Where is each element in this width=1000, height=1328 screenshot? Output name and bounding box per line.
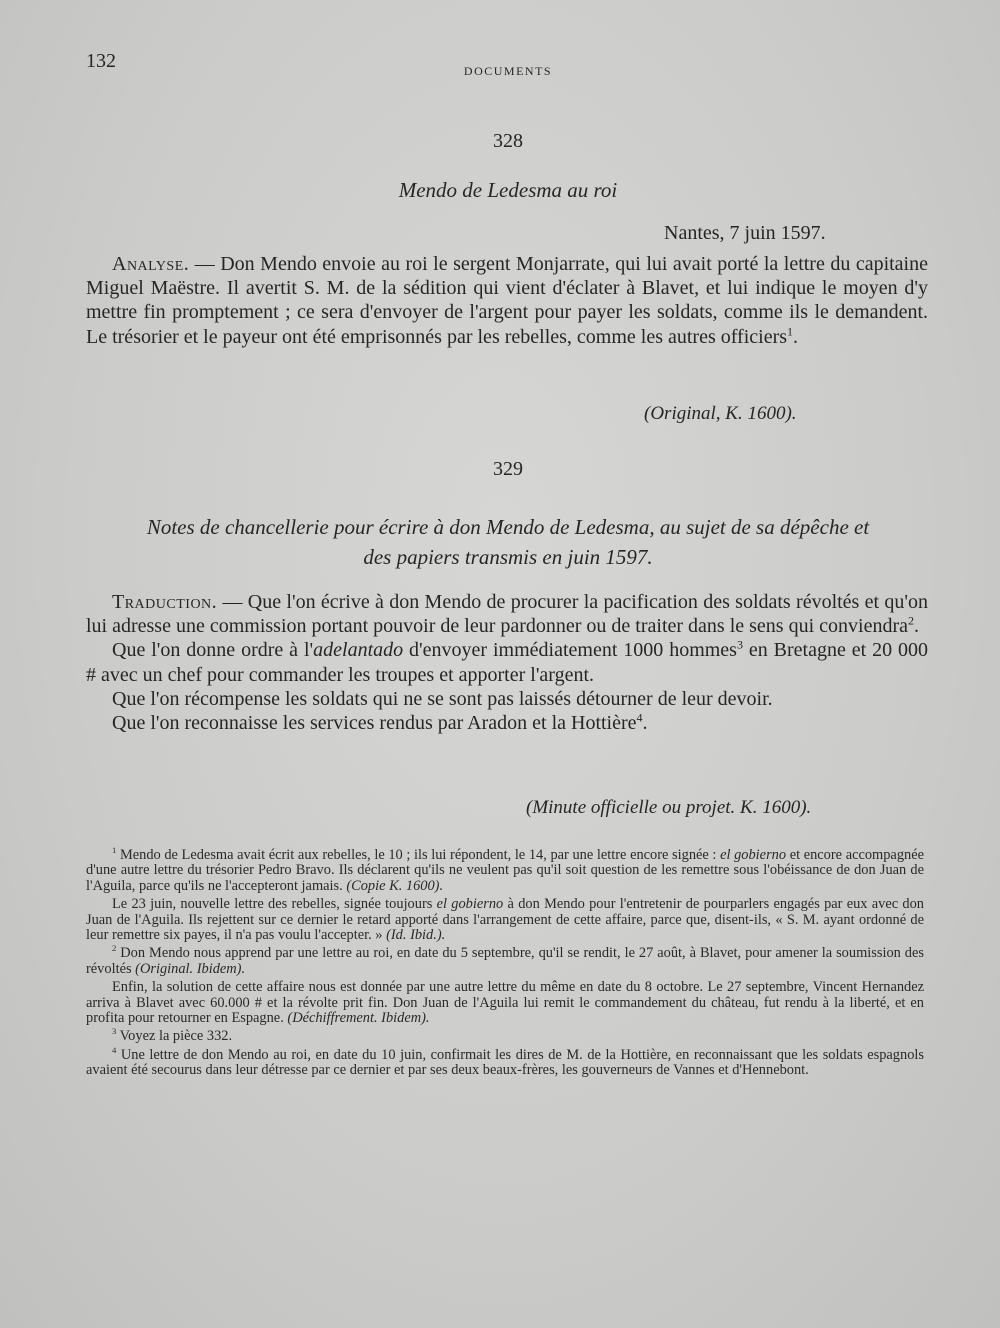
- footnote-4: $^4$ Une lettre de don Mendo au roi, en date du 10 juin, confirmait les dires de M. de la Hottière, en reconnaissant que les soldats espagnols avaient été secourus dans leur détresse par ce dernier et par ses deux beaux-frères, les gouverneurs de Vannes et d'Hennebont.: [86, 1045, 924, 1079]
- footnotes: [86, 845, 924, 1082]
- footnote-ref-1: 1: [787, 323, 794, 338]
- footnote-ref-2: 2: [908, 613, 914, 628]
- source-citation-328: (Original, K. 1600).: [644, 403, 797, 424]
- footnote-3: $^3$ Voyez la pièce 332.: [112, 1026, 233, 1045]
- footnote-ref-4: 4: [636, 710, 643, 725]
- translation-section: [86, 590, 928, 735]
- document-number-329: 329: [493, 458, 523, 480]
- dateline-328: Nantes, 7 juin 1597.: [664, 222, 826, 244]
- translation-paragraph-1: Traduction. — Que l'on écrive à don Mendo de procurer la pacification des soldats révoltés et qu'on lui adresse une commission portant pouvoir de leur pardonner ou de traiter dans le sens qui conviendra$^2$.: [86, 591, 928, 638]
- document-title-328: Mendo de Ledesma au roi: [398, 178, 618, 202]
- translation-label: Traduction.: [112, 591, 218, 613]
- page-number: 132: [86, 50, 116, 72]
- footnote-1-continued: Le 23 juin, nouvelle lettre des rebelles, signée toujours el gobierno à don Mendo pour l'entretenir de pourparlers engagés par eux avec don Juan de l'Aguila. Ils rejettent sur ce dernier le retard apporté dans l'arrangement de cette affaire, parce que, disent-ils, « S. M. ayant ordonné de leur remettre six payes, il n'a pas voulu l'accepter. » (Id. Ibid.).: [86, 896, 924, 944]
- source-citation-329: (Minute officielle ou projet. K. 1600).: [526, 797, 812, 818]
- footnote-2-continued: Enfin, la solution de cette affaire nous est donnée par une autre lettre du même en date du 8 octobre. Le 27 septembre, Vincent Hernandez arriva à Blavet avec 60.000 # et la révolte prit fin. Don Juan de l'Aguila lui remit le commandement du château, fut rendu à la liberté, et en profita pour retourner en Espagne. (Déchiffrement. Ibidem).: [86, 979, 924, 1027]
- document-title-329: Notes de chancellerie pour écrire à don Mendo de Ledesma, au sujet de sa dépêche et des papiers transmis en juin 1597.: [146, 515, 870, 569]
- analysis-paragraph: [86, 252, 928, 349]
- translation-paragraph-2: Que l'on donne ordre à l'adelantado d'envoyer immédiatement 1000 hommes$^3$ en Bretagne et 20 000 # avec un chef pour commander les troupes et apporter l'argent.: [86, 637, 929, 686]
- footnote-ref-3: 3: [736, 637, 743, 652]
- footnote-2: $^2$ Don Mendo nous apprend par une lettre au roi, en date du 5 septembre, qu'il se rendit, le 27 août, à Blavet, pour amener la soumission des révoltés (Original. Ibidem).: [86, 943, 924, 977]
- analysis-label: Analyse.: [112, 253, 190, 275]
- analysis-text: Analyse. — Don Mendo envoie au roi le sergent Monjarrate, qui lui avait porté la lettre du capitaine Miguel Maëstre. Il avertit S. M. de la sédition qui vient d'éclater à Blavet, et lui indique le moyen d'y mettre fin promptement ; ce sera d'envoyer de l'argent pour payer les soldats, comme ils le demandent. Le trésorier et le payeur ont été emprisonnés par les rebelles, comme les autres officiers$^1$.: [86, 253, 928, 348]
- translation-paragraph-4: Que l'on reconnaisse les services rendus par Aradon et la Hottière$^4$.: [112, 710, 648, 735]
- translation-paragraph-3: Que l'on récompense les soldats qui ne se sont pas laissés détourner de leur devoir.: [112, 687, 773, 710]
- running-head: DOCUMENTS: [463, 64, 553, 78]
- document-number-328: 328: [493, 130, 523, 152]
- footnote-1: $^1$ Mendo de Ledesma avait écrit aux rebelles, le 10 ; ils lui répondent, le 14, par une lettre encore signée : el gobierno et encore accompagnée d'une autre lettre du trésorier Pedro Bravo. Ils déclarent qu'ils ne veulent pas qu'il soit question de les remettre sous l'obéissance de don Juan de l'Aguila, parce qu'ils ne l'accepteront jamais. (Copie K. 1600).: [86, 845, 924, 894]
